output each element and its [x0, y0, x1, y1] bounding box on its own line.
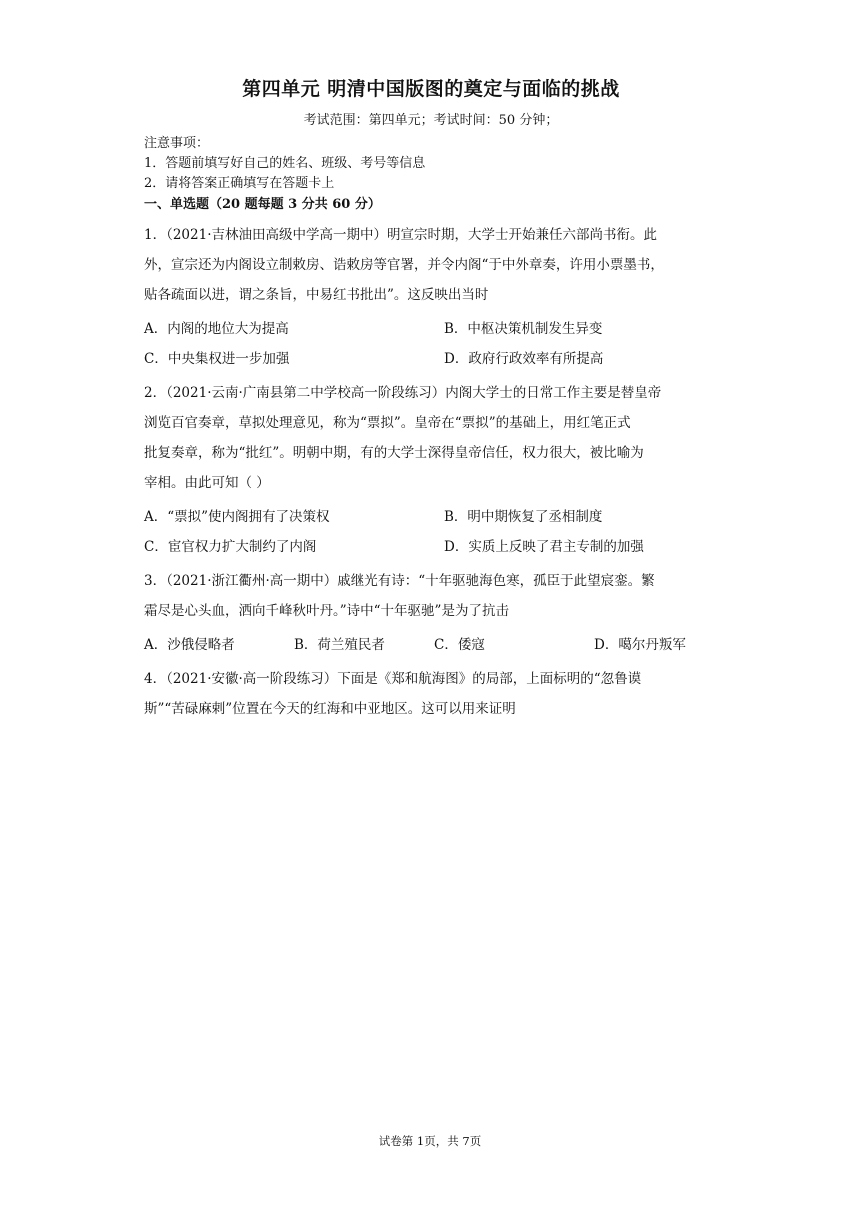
option-d[interactable]: D．政府行政效率有所提高 — [444, 351, 604, 367]
question-text-line: 外，宣宗还为内阁设立制敕房、诰敕房等官署，并令内阁“于中外章奏，许用小票墨书， — [144, 257, 664, 273]
option-c[interactable]: C．中央集权进一步加强 — [144, 351, 290, 367]
question-text-line: 贴各疏面以进，谓之条旨，中易红书批出”。这反映出当时 — [144, 287, 489, 303]
option-c[interactable]: C．宦官权力扩大制约了内阁 — [144, 539, 317, 555]
question-2-options — [144, 502, 718, 562]
option-a[interactable]: A．内阁的地位大为提高 — [144, 321, 289, 337]
note-item: 1．答题前填写好自己的姓名、班级、考号等信息 — [144, 156, 426, 171]
option-b[interactable]: B．中枢决策机制发生异变 — [444, 321, 603, 337]
question-2 — [144, 378, 718, 498]
exam-scope: 考试范围：第四单元；考试时间：50 分钟； — [303, 113, 559, 128]
question-text-line: 霜尽是心头血，洒向千峰秋叶丹。”诗中“十年驱驰”是为了抗击 — [144, 603, 509, 619]
question-3 — [144, 566, 718, 626]
section-title: 一、单选题（20 题每题 3 分共 60 分） — [144, 197, 381, 212]
page-footer: 试卷第 1页，共 7页 — [378, 1134, 482, 1148]
question-text-line: 批复奏章，称为“批红”。明朝中期，有的大学士深得皇帝信任，权力很大，被比喻为 — [144, 445, 644, 461]
question-text-line: 4．（2021·安徽·高一阶段练习）下面是《郑和航海图》的局部，上面标明的“忽鲁谟 — [144, 671, 642, 687]
option-b[interactable]: B．明中期恢复了丞相制度 — [444, 509, 603, 525]
option-b[interactable]: B．荷兰殖民者 — [294, 637, 385, 653]
question-text-line: 2．（2021·云南·广南县第二中学校高一阶段练习）内阁大学士的日常工作主要是替皇帝 — [144, 385, 662, 401]
question-text-line: 3．（2021·浙江衢州·高一期中）戚继光有诗：“十年驱驰海色寒，孤臣于此望宸銮。繁 — [144, 573, 655, 589]
option-a[interactable]: A．“票拟”使内阁拥有了决策权 — [144, 509, 330, 525]
question-text-line: 宰相。由此可知（ ） — [144, 475, 270, 491]
option-a[interactable]: A．沙俄侵略者 — [144, 637, 235, 653]
question-4 — [144, 664, 718, 724]
question-text-line: 1．（2021·吉林油田高级中学高一期中）明宣宗时期，大学士开始兼任六部尚书衔。此 — [144, 227, 657, 243]
question-1-options — [144, 314, 718, 374]
notes-heading: 注意事项： — [144, 136, 210, 151]
question-text-line: 浏览百官奏章，草拟处理意见，称为“票拟”。皇帝在“票拟”的基础上，用红笔正式 — [144, 415, 631, 431]
question-1 — [144, 220, 718, 310]
question-text-line: 斯”“苦碌麻剌”位置在今天的红海和中亚地区。这可以用来证明 — [144, 701, 516, 717]
question-3-options — [144, 630, 718, 660]
option-d[interactable]: D．噶尔丹叛军 — [594, 637, 686, 653]
page-content — [144, 74, 718, 724]
note-item: 2．请将答案正确填写在答题卡上 — [144, 176, 335, 191]
page-title: 第四单元 明清中国版图的奠定与面临的挑战 — [242, 78, 620, 100]
option-d[interactable]: D．实质上反映了君主专制的加强 — [444, 539, 644, 555]
option-c[interactable]: C．倭寇 — [434, 637, 485, 653]
